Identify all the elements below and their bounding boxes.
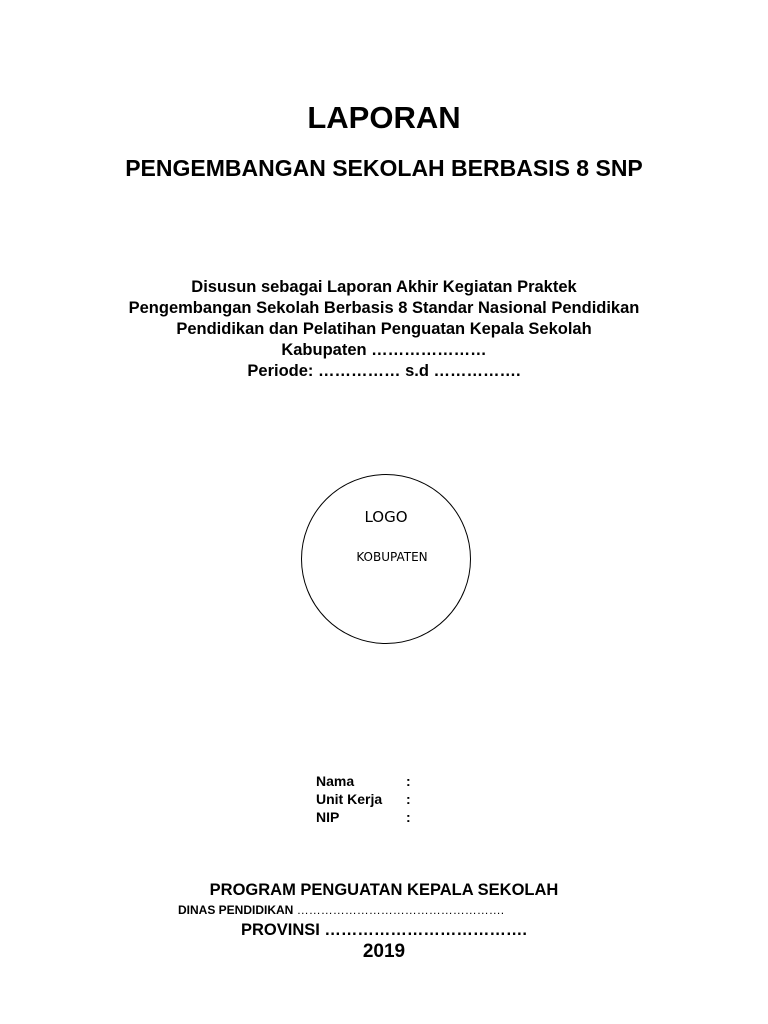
logo-placeholder-circle (301, 474, 471, 644)
identity-label: Nama (316, 773, 355, 789)
description-line: Pengembangan Sekolah Berbasis 8 Standar Nasional Pendidikan (128, 299, 640, 317)
identity-separator: : (406, 809, 411, 825)
dinas-line (178, 902, 504, 918)
identity-separator: : (406, 791, 411, 807)
description-line-periode: Periode: …………… s.d ……………. (247, 362, 521, 380)
description-line-kabupaten: Kabupaten ………………… (281, 341, 487, 359)
identity-label: NIP (316, 809, 340, 825)
provinsi-line: PROVINSI ………………………………. (240, 921, 528, 939)
identity-label: Unit Kerja (316, 791, 383, 807)
report-description (0, 277, 768, 382)
dinas-label: DINAS PENDIDIKAN (178, 903, 294, 917)
description-line: Pendidikan dan Pelatihan Penguatan Kepala Sekolah (176, 320, 592, 338)
program-name: PROGRAM PENGUATAN KEPALA SEKOLAH (209, 881, 559, 899)
report-subtitle: PENGEMBANGAN SEKOLAH BERBASIS 8 SNP (125, 155, 643, 181)
identity-separator: : (406, 773, 411, 789)
logo-label: LOGO (364, 508, 408, 526)
report-year: 2019 (362, 941, 406, 962)
logo-sublabel: KOBUPATEN (356, 550, 428, 564)
report-title: LAPORAN (307, 100, 461, 135)
description-line: Disusun sebagai Laporan Akhir Kegiatan Praktek (191, 278, 577, 296)
dinas-fill: ……………………………………………. (296, 903, 505, 917)
